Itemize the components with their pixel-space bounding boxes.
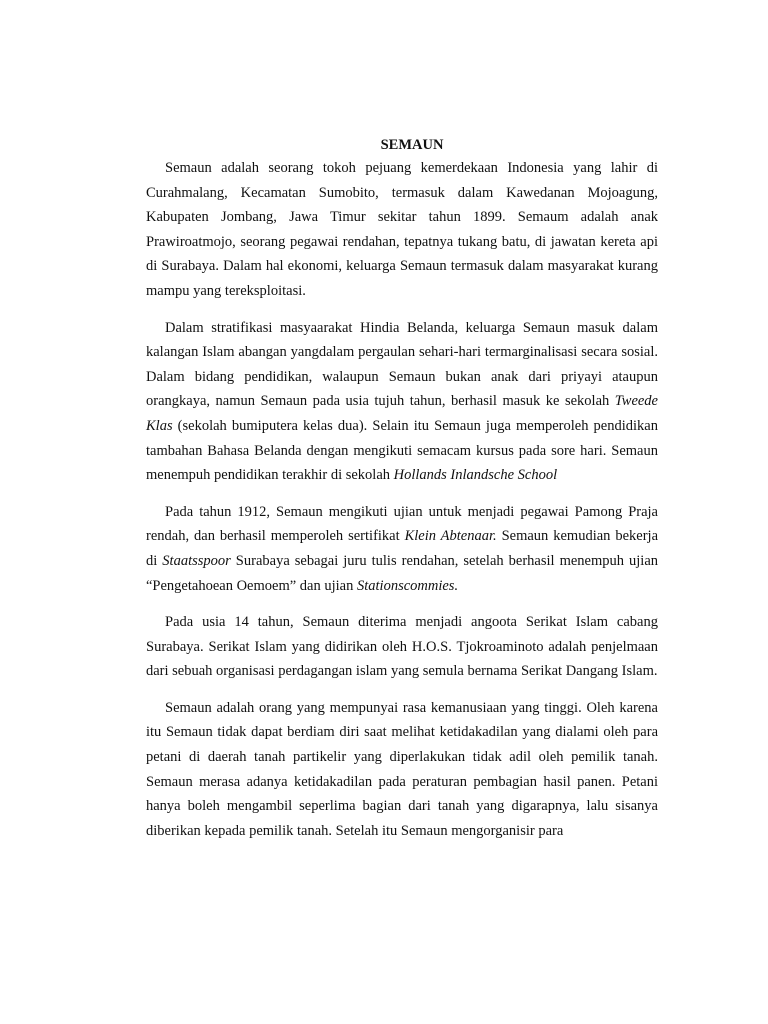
italic-term: Tweede Klas [146, 393, 658, 434]
italic-term: Hollands Inlandsche School [393, 467, 558, 484]
paragraph-text: (sekolah bumiputera kelas dua). Selain itu Semaun juga memperoleh pendidikan tambahan Bahasa Belanda dengan mengikuti semacam kursus pada sore hari. Semaun menempuh pendidikan terakhir di sekolah [146, 417, 658, 484]
paragraph-3 [146, 500, 658, 598]
paragraph-text: Semaun kemudian bekerja di [146, 528, 659, 569]
document-page [146, 134, 658, 855]
italic-term: Klein Abtenaar. [404, 528, 497, 545]
paragraph-1 [146, 156, 658, 304]
italic-term: Stationscommies. [356, 577, 459, 594]
paragraph-5 [146, 696, 658, 844]
paragraph-text: Semaun adalah seorang tokoh pejuang kemerdekaan Indonesia yang lahir di Curahmalang, Kecamatan Sumobito, termasuk dalam Kawedanan Mojoagung, Kabupaten Jombang, Jawa Timur sekitar tahun 1899. Semaum adalah anak Prawiroatmojo, seorang pegawai rendahan, tepatnya tukang batu, di jawatan kereta api di Surabaya. Dalam hal ekonomi, keluarga Semaun termasuk dalam masyarakat kurang mampu yang tereksploitasi. [146, 160, 658, 299]
paragraph-4 [146, 610, 658, 684]
document-title: SEMAUN [380, 137, 444, 153]
paragraph-2 [146, 316, 658, 488]
italic-term: Staatsspoor [162, 552, 231, 569]
paragraph-text: Semaun adalah orang yang mempunyai rasa kemanusiaan yang tinggi. Oleh karena itu Semaun tidak dapat berdiam diri saat melihat ketidakadilan yang dialami oleh para petani di daerah tanah partikelir yang diperlakukan tidak adil oleh pemilik tanah. Semaun merasa adanya ketidakadilan pada peraturan pembagian hasil panen. Petani hanya boleh mengambil seperlima bagian dari tanah yang digarapnya, lalu sisanya diberikan kepada pemilik tanah. Setelah itu Semaun mengorganisir para [146, 699, 658, 839]
paragraph-text: Pada usia 14 tahun, Semaun diterima menjadi angoota Serikat Islam cabang Surabaya. Serikat Islam yang didirikan oleh H.O.S. Tjokroaminoto adalah penjelmaan dari sebuah organisasi perdagangan islam yang semula bernama Serikat Dangang Islam. [146, 614, 658, 680]
paragraph-text: Dalam stratifikasi masyaarakat Hindia Belanda, keluarga Semaun masuk dalam kalangan Islam abangan yangdalam pergaulan sehari-hari termarginalisasi secara sosial. Dalam bidang pendidikan, walaupun Semaun bukan anak dari priyayi ataupun orangkaya, namun Semaun pada usia tujuh tahun, berhasil masuk ke sekolah [146, 319, 658, 410]
paragraph-text: Pada tahun 1912, Semaun mengikuti ujian untuk menjadi pegawai Pamong Praja rendah, dan berhasil memperoleh sertifikat [146, 503, 658, 545]
paragraph-text: Surabaya sebagai juru tulis rendahan, setelah berhasil menempuh ujian “Pengetahoean Oemoem” dan ujian [146, 552, 659, 594]
